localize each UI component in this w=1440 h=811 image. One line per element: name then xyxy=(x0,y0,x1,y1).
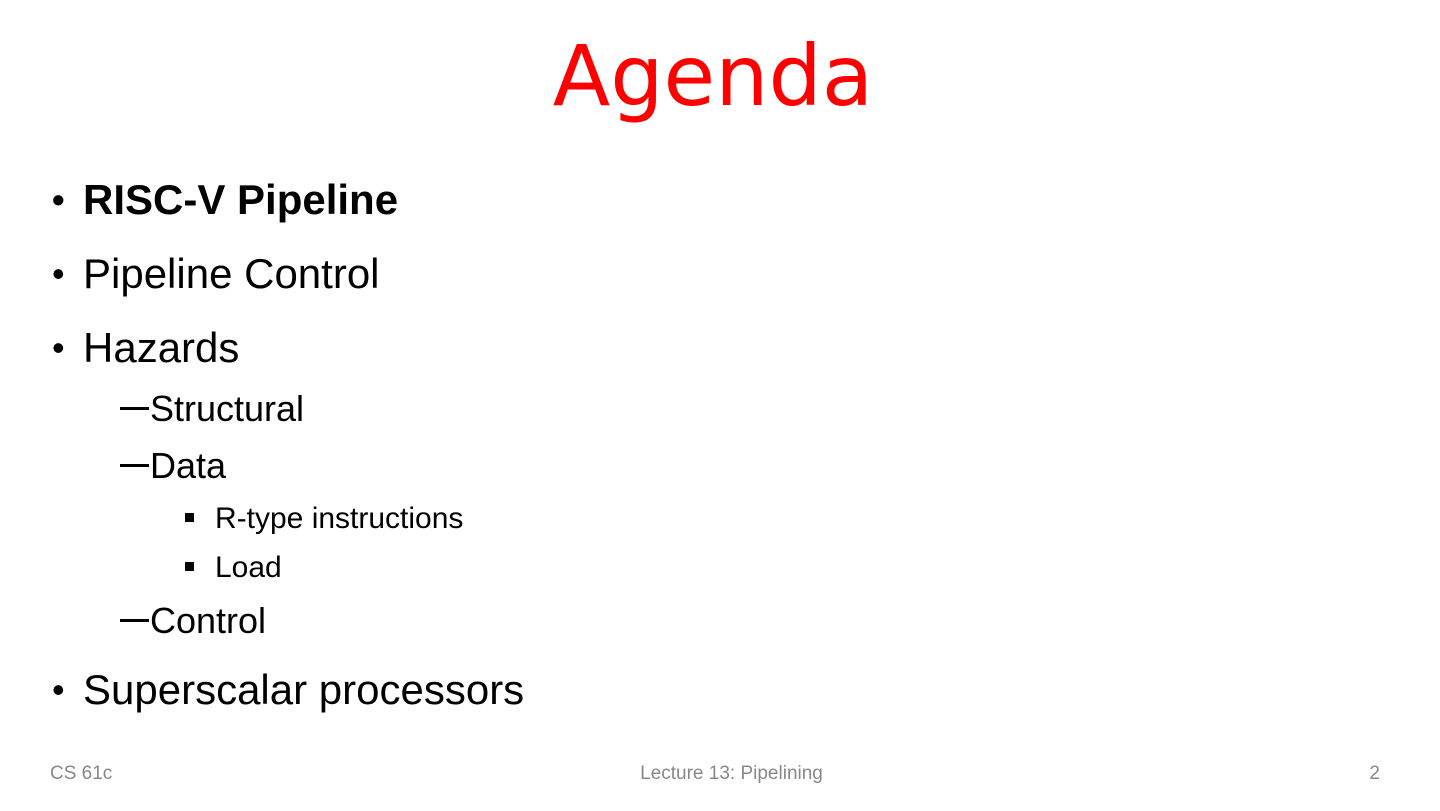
agenda-subitem-label: Data xyxy=(150,445,227,486)
agenda-item-label: Pipeline Control xyxy=(83,250,380,297)
bullet-dot-icon: • xyxy=(52,669,65,710)
agenda-item-label: Superscalar processors xyxy=(83,666,525,713)
agenda-subitem-label: Control xyxy=(150,600,267,641)
footer-lecture-title: Lecture 13: Pipelining xyxy=(640,763,823,784)
agenda-subsubitem-label: Load xyxy=(215,551,282,584)
agenda-subsubitem-label: R-type instructions xyxy=(215,502,464,535)
slide-title: Agenda xyxy=(552,27,874,125)
footer-course: CS 61c xyxy=(50,763,113,784)
dash-bullet-icon xyxy=(120,619,149,622)
agenda-item-label: RISC-V Pipeline xyxy=(83,176,399,223)
dash-bullet-icon xyxy=(120,407,149,410)
agenda-subitem-label: Structural xyxy=(150,388,305,429)
footer-page-number: 2 xyxy=(1369,763,1380,784)
bullet-dot-icon: • xyxy=(52,253,65,294)
bullet-dot-icon: • xyxy=(52,179,65,220)
dash-bullet-icon xyxy=(120,464,149,467)
agenda-item-label: Hazards xyxy=(83,324,240,371)
square-bullet-icon xyxy=(185,562,194,571)
bullet-dot-icon: • xyxy=(52,327,65,368)
square-bullet-icon xyxy=(185,513,194,522)
